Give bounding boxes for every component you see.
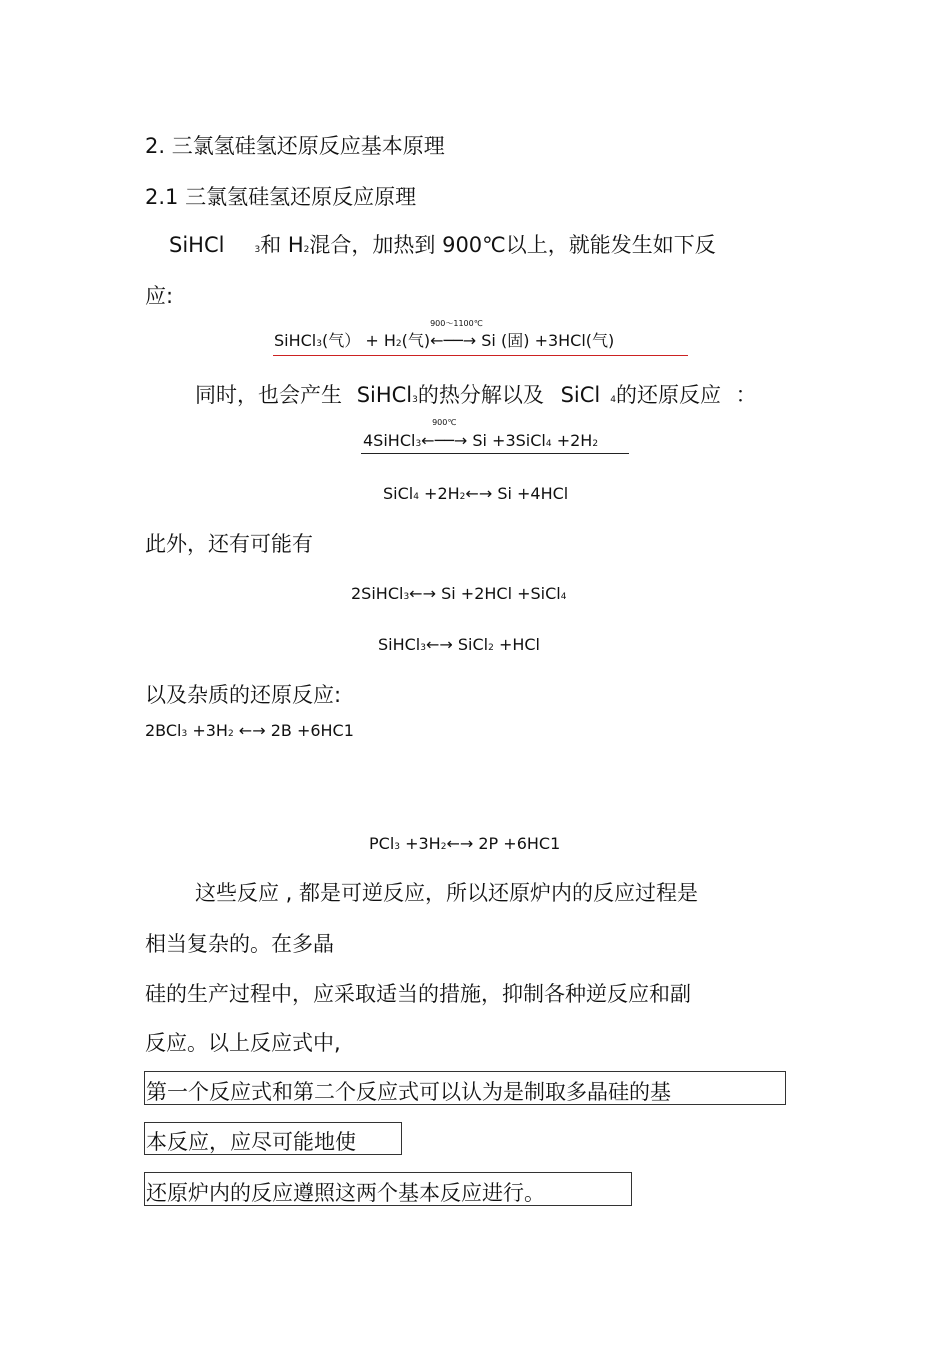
boxed-text-3: 还原炉内的反应遵照这两个基本反应进行。: [146, 1181, 545, 1205]
reaction-condition: 900℃: [432, 418, 457, 427]
section-heading: 2. 三氯氢硅氢还原反应基本原理: [145, 134, 445, 158]
boxed-text-1: 第一个反应式和第二个反应式可以认为是制取多晶硅的基: [146, 1080, 671, 1104]
equation-disproportionation: 2SiHCl3←→ Si +2HCl +SiCl4: [351, 584, 567, 603]
equation-sicl4-reduction: SiCl4 +2H2←→ Si +4HCl: [383, 484, 569, 503]
equation-main: SiHCl3(气） + H2(气) 900～1100℃ ←──→ Si (固) +3HCl(气): [274, 319, 615, 350]
paragraph-impurities: 以及杂质的还原反应:: [145, 683, 342, 707]
underline: [361, 453, 629, 454]
red-underline: [273, 355, 688, 356]
paragraph-intro: SiHCl 3和 H2混合，加热到 900℃以上，就能发生如下反: [169, 233, 716, 257]
paragraph-besides: 此外，还有可能有: [145, 532, 313, 556]
equation-phosphorus: PCl3 +3H2←→ 2P +6HC1: [369, 834, 561, 853]
reaction-condition: 900～1100℃: [430, 319, 483, 328]
boxed-text-2: 本反应，应尽可能地使: [146, 1130, 356, 1154]
paragraph-conclusion-l4: 反应。以上反应式中,: [145, 1031, 341, 1055]
paragraph-conclusion-l2: 相当复杂的。在多晶: [145, 932, 334, 956]
equation-sihcl3-decomp: SiHCl3←→ SiCl2 +HCl: [378, 635, 540, 654]
paragraph-conclusion-l3: 硅的生产过程中，应采取适当的措施，抑制各种逆反应和副: [145, 982, 691, 1006]
paragraph-conclusion-l1: 这些反应 , 都是可逆反应，所以还原炉内的反应过程是: [195, 881, 699, 905]
paragraph-intro-cont: 应:: [145, 284, 174, 308]
equation-decomposition: 4SiHCl3 900℃ ←──→ Si +3SiCl4 +2H2: [363, 418, 599, 450]
subsection-heading: 2.1 三氯氢硅氢还原反应原理: [145, 185, 417, 209]
equation-boron: 2BCl3 +3H2 ←→ 2B +6HC1: [145, 721, 354, 740]
paragraph-also: 同时，也会产生 SiHCl3的热分解以及 SiCl 4的还原反应 ：: [195, 383, 757, 407]
